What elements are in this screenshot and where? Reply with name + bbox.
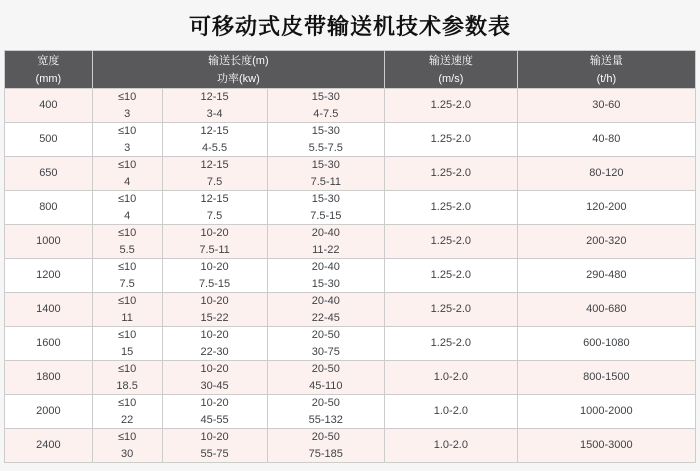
cell-length-power-3-value: 30-75 — [311, 346, 340, 358]
cell-length-power-2-value: 30-45 — [200, 380, 229, 392]
cell-length-power-1 — [92, 361, 162, 395]
cell-capacity-value: 30-60 — [592, 99, 621, 111]
cell-length-power-3-value: 20-50 — [311, 329, 340, 341]
cell-length-power-1-value: ≤10 — [118, 295, 137, 307]
cell-length-power-2 — [162, 327, 267, 361]
cell-length-power-3 — [267, 191, 384, 225]
cell-capacity-value: 290-480 — [586, 269, 627, 281]
cell-length-power-2 — [162, 259, 267, 293]
cell-length-power-3 — [267, 123, 384, 157]
table-row — [5, 89, 696, 123]
cell-length-power-2-value: 7.5-11 — [199, 244, 230, 256]
cell-speed-value: 1.25-2.0 — [430, 167, 472, 179]
header-width-unit: (mm) — [35, 72, 62, 85]
cell-length-power-3 — [267, 429, 384, 463]
cell-width — [5, 429, 93, 463]
header-power-label: 功率(kw) — [217, 72, 260, 85]
cell-length-power-2 — [162, 191, 267, 225]
table-row — [5, 157, 696, 191]
table-row — [5, 293, 696, 327]
cell-speed-value: 1.0-2.0 — [433, 405, 468, 417]
cell-length-power-1-value: ≤10 — [118, 193, 137, 205]
cell-capacity-value: 1000-2000 — [580, 405, 633, 417]
cell-capacity — [517, 259, 695, 293]
cell-length-power-2-value: 10-20 — [200, 397, 229, 409]
cell-length-power-2-value: 4-5.5 — [202, 142, 228, 154]
cell-width — [5, 361, 93, 395]
cell-length-power-3-value: 15-30 — [311, 125, 340, 137]
cell-speed — [385, 89, 518, 123]
cell-width-value: 1400 — [36, 303, 61, 315]
cell-capacity — [517, 157, 695, 191]
cell-length-power-3-value: 11-22 — [312, 244, 340, 256]
cell-width-value: 1800 — [36, 371, 61, 383]
cell-width — [5, 225, 93, 259]
cell-speed-value: 1.25-2.0 — [430, 235, 472, 247]
cell-length-power-2 — [162, 293, 267, 327]
header-capacity — [517, 51, 695, 89]
cell-length-power-3-value: 45-110 — [309, 380, 343, 392]
cell-width — [5, 293, 93, 327]
cell-capacity — [517, 225, 695, 259]
cell-speed — [385, 123, 518, 157]
cell-length-power-2-value: 55-75 — [200, 448, 229, 460]
cell-width — [5, 259, 93, 293]
cell-length-power-3-value: 7.5-15 — [310, 210, 342, 222]
cell-capacity — [517, 293, 695, 327]
cell-width-value: 500 — [39, 133, 58, 145]
table-row — [5, 123, 696, 157]
cell-length-power-3-value: 7.5-11 — [310, 176, 341, 188]
table-row — [5, 259, 696, 293]
cell-length-power-3-value: 5.5-7.5 — [308, 142, 343, 154]
header-capacity-label: 输送量 — [589, 54, 623, 67]
cell-speed — [385, 191, 518, 225]
header-capacity-unit: (t/h) — [596, 72, 617, 85]
cell-length-power-1 — [92, 429, 162, 463]
cell-length-power-3-value: 55-132 — [308, 414, 343, 426]
cell-length-power-2-value: 7.5-15 — [198, 278, 231, 290]
cell-length-power-2-value: 10-20 — [200, 295, 229, 307]
cell-length-power-1-value: ≤10 — [118, 159, 137, 171]
cell-length-power-1-value: ≤10 — [118, 91, 137, 103]
table-row — [5, 327, 696, 361]
cell-speed-value: 1.25-2.0 — [430, 99, 472, 111]
cell-length-power-3-value: 20-50 — [311, 363, 340, 375]
cell-length-power-3-value: 75-185 — [308, 448, 343, 460]
parameter-table — [4, 50, 696, 463]
cell-length-power-1-value: 22 — [121, 414, 134, 426]
cell-length-power-3-value: 20-40 — [311, 227, 340, 239]
cell-length-power-2-value: 10-20 — [200, 261, 229, 273]
cell-length-power-1 — [92, 157, 162, 191]
cell-length-power-2-value: 12-15 — [200, 125, 229, 137]
cell-capacity-value: 600-1080 — [583, 337, 630, 349]
cell-length-power-1 — [92, 293, 162, 327]
cell-capacity — [517, 191, 695, 225]
cell-length-power-2-value: 7.5 — [206, 210, 223, 222]
cell-length-power-3 — [267, 259, 384, 293]
cell-length-power-3-value: 15-30 — [311, 278, 340, 290]
cell-length-power-1-value: ≤10 — [118, 261, 137, 273]
cell-speed — [385, 429, 518, 463]
cell-length-power-2 — [162, 89, 267, 123]
cell-length-power-3 — [267, 395, 384, 429]
cell-length-power-1-value: 11 — [121, 312, 133, 324]
cell-capacity — [517, 327, 695, 361]
cell-length-power-2 — [162, 429, 267, 463]
cell-speed — [385, 361, 518, 395]
cell-length-power-3 — [267, 89, 384, 123]
cell-length-power-3 — [267, 225, 384, 259]
cell-length-power-1-value: ≤10 — [118, 227, 137, 239]
cell-length-power-2-value: 12-15 — [200, 193, 229, 205]
cell-capacity — [517, 395, 695, 429]
header-speed — [385, 51, 518, 89]
cell-capacity-value: 400-680 — [586, 303, 627, 315]
cell-capacity-value: 120-200 — [586, 201, 627, 213]
cell-speed-value: 1.25-2.0 — [430, 269, 472, 281]
cell-width-value: 400 — [39, 99, 58, 111]
cell-capacity — [517, 429, 695, 463]
cell-capacity — [517, 89, 695, 123]
cell-length-power-2-value: 3-4 — [206, 108, 223, 120]
cell-length-power-1-value: ≤10 — [118, 125, 137, 137]
cell-capacity-value: 1500-3000 — [580, 439, 633, 451]
cell-capacity — [517, 123, 695, 157]
cell-length-power-2-value: 12-15 — [200, 91, 229, 103]
cell-length-power-3-value: 4-7.5 — [313, 108, 339, 120]
cell-length-power-2 — [162, 157, 267, 191]
cell-length-power-1-value: 3 — [124, 108, 131, 120]
cell-length-power-1 — [92, 395, 162, 429]
cell-length-power-3 — [267, 293, 384, 327]
cell-width-value: 2400 — [36, 439, 61, 451]
cell-length-power-1-value: 4 — [124, 176, 131, 188]
page-title: 可移动式皮带输送机技术参数表 — [188, 13, 511, 39]
cell-length-power-2 — [162, 225, 267, 259]
cell-speed — [385, 157, 518, 191]
cell-length-power-2-value: 22-30 — [200, 346, 229, 358]
table-row — [5, 361, 696, 395]
table-row — [5, 395, 696, 429]
cell-length-power-1-value: ≤10 — [118, 363, 137, 375]
cell-speed — [385, 259, 518, 293]
cell-width-value: 1200 — [36, 269, 61, 281]
cell-length-power-1-value: 15 — [121, 346, 134, 358]
cell-length-power-3-value: 15-30 — [311, 91, 340, 103]
table-row — [5, 429, 696, 463]
cell-length-power-1 — [92, 327, 162, 361]
cell-speed-value: 1.25-2.0 — [430, 201, 472, 213]
cell-speed — [385, 395, 518, 429]
cell-length-power-3-value: 20-40 — [311, 261, 340, 273]
cell-length-power-2-value: 10-20 — [200, 329, 229, 341]
cell-length-power-1-value: 30 — [121, 448, 134, 460]
cell-length-power-1 — [92, 89, 162, 123]
table-body — [5, 89, 696, 463]
cell-speed-value: 1.25-2.0 — [430, 337, 472, 349]
cell-width — [5, 157, 93, 191]
cell-length-power-2-value: 10-20 — [200, 363, 229, 375]
cell-length-power-3-value: 20-50 — [311, 397, 340, 409]
cell-length-power-1-value: 4 — [124, 210, 131, 222]
cell-length-power-2-value: 7.5 — [206, 176, 223, 188]
cell-width — [5, 395, 93, 429]
cell-length-power-1-value: ≤10 — [118, 329, 137, 341]
cell-length-power-2-value: 45-55 — [200, 414, 229, 426]
header-length-label: 输送长度(m) — [208, 54, 269, 67]
cell-length-power-2 — [162, 123, 267, 157]
table-row — [5, 191, 696, 225]
cell-length-power-1-value: ≤10 — [118, 431, 137, 443]
cell-length-power-2-value: 12-15 — [200, 159, 229, 171]
cell-length-power-3 — [267, 157, 384, 191]
cell-speed-value: 1.0-2.0 — [433, 439, 468, 451]
cell-capacity-value: 200-320 — [586, 235, 627, 247]
cell-speed — [385, 225, 518, 259]
cell-length-power-1-value: 18.5 — [116, 380, 138, 392]
parameter-table-wrap — [4, 50, 696, 463]
cell-width — [5, 123, 93, 157]
header-speed-label: 输送速度 — [428, 54, 473, 67]
cell-width-value: 650 — [39, 167, 58, 179]
cell-speed-value: 1.25-2.0 — [430, 303, 472, 315]
cell-speed — [385, 327, 518, 361]
cell-capacity-value: 80-120 — [589, 167, 624, 179]
cell-length-power-3-value: 20-40 — [311, 295, 340, 307]
cell-speed-value: 1.25-2.0 — [430, 133, 472, 145]
cell-length-power-3 — [267, 361, 384, 395]
header-width-label: 宽度 — [37, 54, 60, 67]
cell-width-value: 800 — [39, 201, 58, 213]
cell-length-power-1 — [92, 259, 162, 293]
cell-length-power-3-value: 20-50 — [311, 431, 340, 443]
cell-length-power-1-value: 5.5 — [119, 244, 135, 256]
cell-width — [5, 89, 93, 123]
cell-length-power-2-value: 10-20 — [200, 227, 229, 239]
header-width — [5, 51, 93, 89]
cell-length-power-3-value: 22-45 — [311, 312, 340, 324]
cell-length-power-3-value: 15-30 — [311, 193, 340, 205]
cell-speed — [385, 293, 518, 327]
cell-length-power-3-value: 15-30 — [311, 159, 340, 171]
cell-length-power-2 — [162, 395, 267, 429]
cell-length-power-1 — [92, 123, 162, 157]
table-header — [5, 51, 696, 89]
cell-length-power-2-value: 10-20 — [200, 431, 229, 443]
header-speed-unit: (m/s) — [438, 72, 464, 85]
cell-length-power-1 — [92, 191, 162, 225]
header-length-power — [92, 51, 384, 89]
cell-capacity — [517, 361, 695, 395]
cell-width — [5, 191, 93, 225]
cell-length-power-1-value: ≤10 — [118, 397, 137, 409]
cell-width-value: 1000 — [36, 235, 61, 247]
cell-length-power-3 — [267, 327, 384, 361]
cell-capacity-value: 800-1500 — [583, 371, 630, 383]
cell-length-power-2-value: 15-22 — [200, 312, 229, 324]
cell-capacity-value: 40-80 — [592, 133, 621, 145]
cell-speed-value: 1.0-2.0 — [433, 371, 468, 383]
cell-width-value: 1600 — [36, 337, 61, 349]
cell-length-power-1-value: 7.5 — [119, 278, 135, 290]
table-row — [5, 225, 696, 259]
cell-length-power-2 — [162, 361, 267, 395]
cell-length-power-1-value: 3 — [124, 142, 131, 154]
cell-length-power-1 — [92, 225, 162, 259]
cell-width — [5, 327, 93, 361]
cell-width-value: 2000 — [36, 405, 61, 417]
